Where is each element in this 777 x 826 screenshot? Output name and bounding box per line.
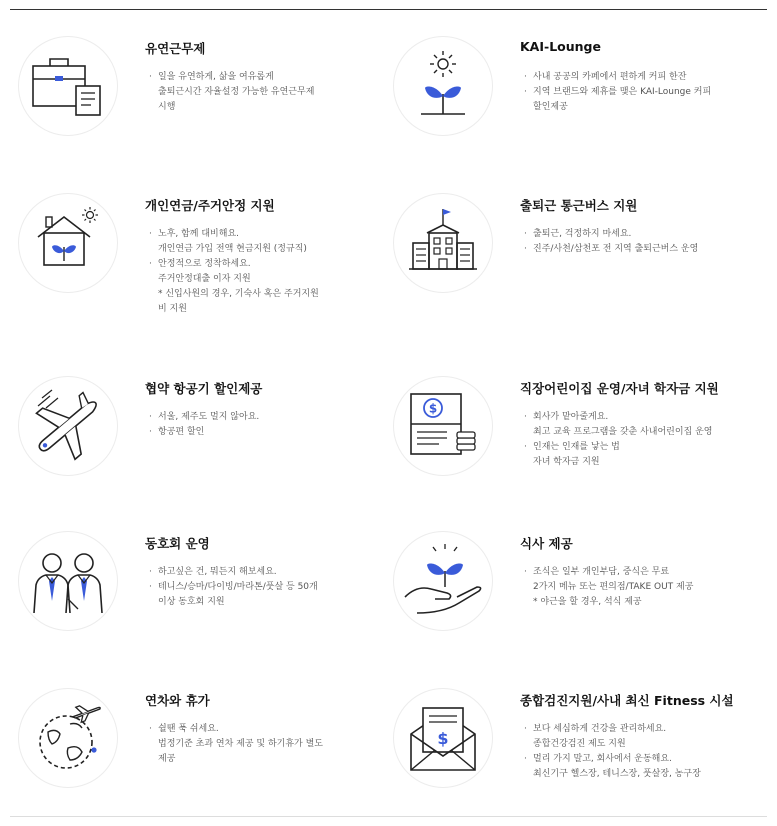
benefit-card bbox=[393, 193, 763, 313]
benefit-description-item: · 출퇴근, 걱정하지 마세요. bbox=[524, 227, 764, 242]
benefit-description-item: · 안정적으로 정착하세요. 주거안정대출 이자 지원 * 신입사원의 경우, 기숙사 혹은 주거지원 비 지원 bbox=[149, 257, 389, 317]
benefit-description-list bbox=[149, 410, 389, 440]
benefit-description-list bbox=[149, 722, 389, 767]
benefit-icon-circle bbox=[18, 376, 118, 476]
airplane-icon bbox=[28, 386, 108, 466]
benefit-description-list bbox=[524, 410, 764, 470]
benefit-description-item: · 지역 브랜드와 제휴를 맺은 KAI-Lounge 커피 할인제공 bbox=[524, 85, 764, 115]
money-document-icon bbox=[403, 386, 483, 466]
benefit-icon-circle bbox=[18, 36, 118, 136]
benefit-description-item: · 진주/사천/삼천포 전 지역 출퇴근버스 운영 bbox=[524, 242, 764, 257]
benefit-description-item: · 노후, 함께 대비해요. 개인연금 가입 전액 현금지원 (정규직) bbox=[149, 227, 389, 257]
bottom-divider bbox=[10, 816, 767, 817]
benefit-card bbox=[393, 531, 763, 651]
benefit-card bbox=[18, 193, 388, 313]
benefit-title: KAI-Lounge bbox=[520, 39, 601, 54]
benefit-icon-circle bbox=[18, 531, 118, 631]
benefit-description-item: · 조식은 일부 개인부담, 중식은 무료 2가지 메뉴 또는 편의점/TAKE OUT 제공 bbox=[524, 565, 764, 595]
benefit-card bbox=[393, 688, 763, 808]
benefit-description-list bbox=[524, 565, 764, 610]
svg-text:$: $ bbox=[437, 729, 449, 748]
benefit-description-list bbox=[149, 565, 389, 610]
benefit-description-item: · 하고싶은 건, 뭐든지 해보세요. bbox=[149, 565, 389, 580]
envelope-dollar-icon bbox=[403, 698, 483, 778]
benefit-description-item: · 서울, 제주도 멀지 않아요. bbox=[149, 410, 389, 425]
benefit-title: 직장어린이집 운영/자녀 학자금 지원 bbox=[520, 381, 719, 396]
benefit-description-item: · 쉴땐 푹 쉬세요. 법정기준 초과 연차 제공 및 하기휴가 별도 제공 bbox=[149, 722, 389, 767]
benefit-title: 동호회 운영 bbox=[145, 536, 210, 551]
benefit-title: 개인연금/주거안정 지원 bbox=[145, 198, 275, 213]
benefit-card bbox=[18, 376, 388, 496]
benefit-icon-circle bbox=[18, 193, 118, 293]
benefit-description-item: · 테니스/승마/다이빙/마라톤/풋살 등 50개 이상 동호회 지원 bbox=[149, 580, 389, 610]
benefit-card bbox=[393, 36, 763, 156]
benefit-title: 출퇴근 통근버스 지원 bbox=[520, 198, 638, 213]
benefit-description-item: · 일을 유연하게, 삶을 여유롭게 출퇴근시간 자율설정 가능한 유연근무제 시행 bbox=[149, 70, 389, 115]
benefit-description-item: · 보다 세심하게 건강을 관리하세요. 종합건강검진 제도 지원 bbox=[524, 722, 764, 752]
benefit-card bbox=[18, 688, 388, 808]
house-icon bbox=[28, 203, 108, 283]
globe-airplane-icon bbox=[28, 698, 108, 778]
benefit-description-list bbox=[149, 227, 389, 317]
benefit-title: 유연근무제 bbox=[145, 41, 206, 56]
benefit-icon-circle bbox=[18, 688, 118, 788]
benefit-description-item: · 항공편 할인 bbox=[149, 425, 389, 440]
benefit-description-item: · 사내 공공의 카페에서 편하게 커피 한잔 bbox=[524, 70, 764, 85]
benefit-title: 협약 항공기 할인제공 bbox=[145, 381, 263, 396]
benefit-description-item: * 야근을 할 경우, 석식 제공 bbox=[533, 597, 642, 607]
benefit-icon-circle bbox=[393, 688, 493, 788]
benefit-title: 종합검진지원/사내 최신 Fitness 시설 bbox=[520, 693, 734, 708]
benefit-description-item: · 회사가 맡아줄게요. 최고 교육 프로그램을 갖춘 사내어린이집 운영 bbox=[524, 410, 764, 440]
benefit-description-list bbox=[524, 722, 764, 782]
benefit-card bbox=[393, 376, 763, 496]
benefit-card bbox=[18, 36, 388, 156]
benefit-description-list bbox=[149, 70, 389, 115]
benefit-card bbox=[18, 531, 388, 651]
benefit-description-list bbox=[524, 70, 764, 115]
benefit-icon-circle bbox=[393, 193, 493, 293]
benefit-title: 식사 제공 bbox=[520, 536, 573, 551]
benefit-description-item: · 인재는 인재를 낳는 법 자녀 학자금 지원 bbox=[524, 440, 764, 470]
two-people-icon bbox=[28, 541, 108, 621]
top-divider bbox=[10, 9, 767, 10]
benefit-icon-circle bbox=[393, 376, 493, 476]
benefit-icon-circle bbox=[393, 531, 493, 631]
benefit-description-list bbox=[524, 227, 764, 257]
benefit-description-item: · 멀리 가지 말고, 회사에서 운동해요. 최신기구 헬스장, 테니스장, 풋살장, 농구장 bbox=[524, 752, 764, 782]
briefcase-icon bbox=[28, 46, 108, 126]
sprout-sun-icon bbox=[403, 46, 483, 126]
benefit-icon-circle bbox=[393, 36, 493, 136]
svg-text:$: $ bbox=[428, 401, 438, 416]
hand-sprout-icon bbox=[403, 541, 483, 621]
school-building-icon bbox=[403, 203, 483, 283]
benefit-title: 연차와 휴가 bbox=[145, 693, 210, 708]
